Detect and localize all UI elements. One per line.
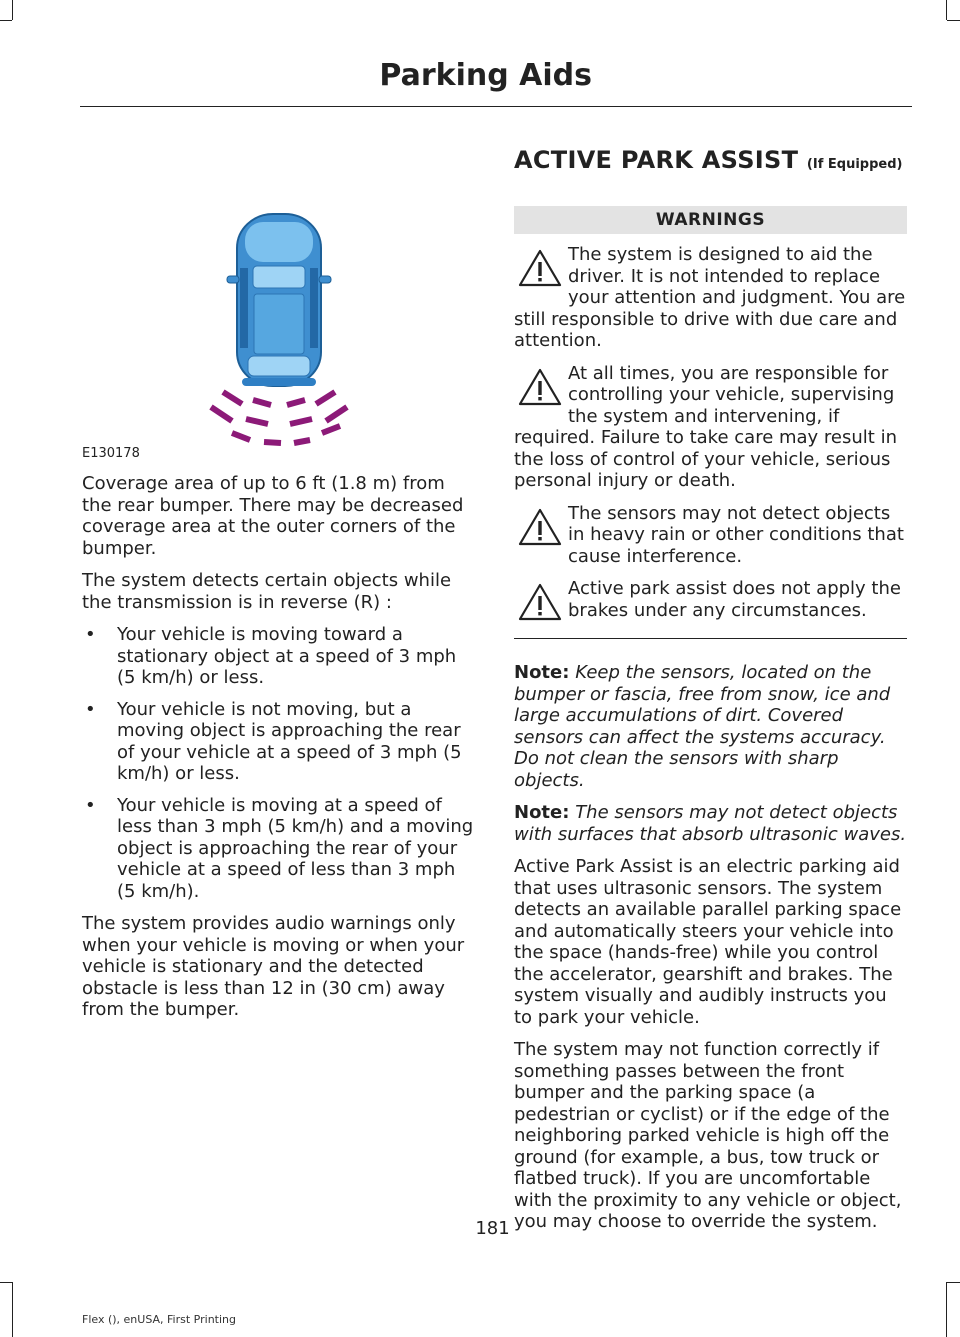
- right-column: [514, 146, 907, 1244]
- warning-triangle-icon: [514, 245, 566, 293]
- warning-item: [514, 363, 907, 492]
- header-rule: [80, 106, 912, 107]
- note: [514, 802, 907, 845]
- crop-mark: [12, 1282, 13, 1337]
- warning-triangle-icon: [514, 364, 566, 412]
- warning-text: The system is designed to aid the driver. It is not intended to replace your attention and judgment. You are still responsible to drive with due care and attention.: [514, 244, 906, 351]
- warning-text: The sensors may not detect objects in heavy rain or other conditions that cause interference.: [568, 502, 904, 567]
- crop-mark: [947, 1282, 960, 1283]
- crop-mark: [946, 1282, 947, 1337]
- crop-mark: [946, 0, 947, 20]
- paragraph: Active Park Assist is an electric parking aid that uses ultrasonic sensors. The system detects an available parallel parking space and automatically steers your vehicle into the space (hands-free) while you control the accelerator, gearshift and brakes. The system visually and audibly instructs you to park your vehicle.: [514, 856, 902, 1028]
- list-item: • Your vehicle is not moving, but a moving object is approaching the rear of your vehicle at a speed of 3 mph (5 km/h) or less.: [82, 699, 477, 785]
- page-number: 181: [475, 1218, 510, 1239]
- note: [514, 662, 907, 791]
- warning-text: At all times, you are responsible for controlling your vehicle, supervising the system and intervening, if required. Failure to take care may result in the loss of control of your vehicle, serious personal injury or death.: [514, 362, 897, 491]
- note-text: Keep the sensors, located on the bumper or fascia, free from snow, ice and large accumulations of dirt. Covered sensors can affect the systems accuracy. Do not clean the sensors with sharp objects.: [514, 662, 891, 791]
- parking-sensor-figure: [82, 208, 477, 473]
- warning-item: [514, 503, 907, 568]
- warnings-divider: [514, 638, 907, 639]
- note-label: Note:: [514, 662, 570, 683]
- paragraph: The system detects certain objects while the transmission is in reverse (R) :: [82, 570, 452, 613]
- crop-mark: [0, 1282, 12, 1283]
- footer-text: Flex (), enUSA, First Printing: [82, 1313, 236, 1326]
- paragraph: The system provides audio warnings only when your vehicle is moving or when your vehicle is stationary and the detected obstacle is less than 12 in (30 cm) away from the bumper.: [82, 913, 465, 1020]
- list-item: • Your vehicle is moving at a speed of less than 3 mph (5 km/h) and a moving object is approaching the rear of your vehicle at a speed of less than 3 mph (5 km/h).: [82, 795, 477, 903]
- section-title-text: ACTIVE PARK ASSIST: [514, 146, 799, 174]
- note-text: The sensors may not detect objects with surfaces that absorb ultrasonic waves.: [514, 802, 907, 845]
- crop-mark: [0, 20, 12, 21]
- crop-mark: [947, 20, 960, 21]
- warning-item: [514, 578, 907, 627]
- list-item: • Your vehicle is moving toward a stationary object at a speed of 3 mph (5 km/h) or less.: [82, 624, 477, 689]
- section-title: [514, 146, 907, 174]
- warning-triangle-icon: [514, 504, 566, 552]
- warning-triangle-icon: [514, 579, 566, 627]
- left-column: [82, 216, 477, 1032]
- warning-text: Active park assist does not apply the brakes under any circumstances.: [568, 578, 901, 621]
- figure-label: E130178: [82, 446, 140, 461]
- paragraph: The system may not function correctly if something passes between the front bumper and the parking space (a pedestrian or cyclist) or if the edge of the neighboring parked vehicle is high off the ground (for example, a bus, tow truck or flatbed truck). If you are uncomfortable with the proximity to any vehicle or object, you may choose to override the system.: [514, 1039, 902, 1232]
- bullet-list: [82, 624, 477, 902]
- page-title: Parking Aids: [379, 58, 592, 93]
- crop-mark: [12, 0, 13, 20]
- warnings-header: WARNINGS: [514, 206, 907, 234]
- note-label: Note:: [514, 802, 570, 823]
- paragraph: Coverage area of up to 6 ft (1.8 m) from the rear bumper. There may be decreased coverage area at the outer corners of the bumper.: [82, 473, 464, 559]
- warning-item: [514, 244, 907, 352]
- section-title-suffix: (If Equipped): [806, 157, 903, 172]
- car-top-view-icon: [82, 208, 477, 473]
